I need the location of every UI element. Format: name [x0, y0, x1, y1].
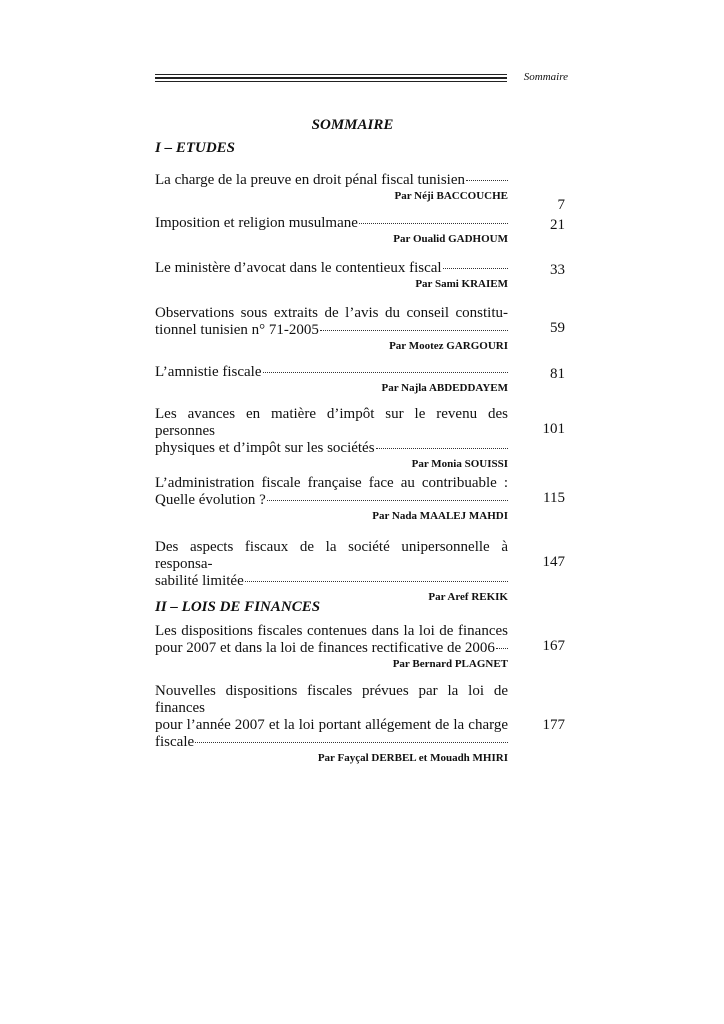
- dot-leader: [245, 581, 508, 582]
- toc-entry: [155, 475, 568, 523]
- page-number: 115: [543, 490, 565, 506]
- dot-leader: [267, 500, 508, 501]
- entry-title: Les dispositions fiscales contenues dans la loi de finances pour 2007 et dans la loi de finances rectificative de 2006: [155, 623, 508, 656]
- page-number: 167: [542, 638, 565, 654]
- dot-leader: [443, 268, 508, 269]
- page-number: 59: [550, 320, 565, 336]
- entry-title: L’amnistie fiscale: [155, 364, 508, 381]
- entry-title: L’administration fiscale française face au contribuable : Quelle évolution ?: [155, 475, 508, 508]
- entry-title: Le ministère d’avocat dans le contentieux fiscal: [155, 260, 508, 277]
- entry-title: Nouvelles dispositions fiscales prévues par la loi de finances pour l’année 2007 et la loi portant allégement de la charge fiscale: [155, 683, 508, 750]
- page-title: SOMMAIRE: [311, 117, 394, 133]
- entry-title: Observations sous extraits de l’avis du conseil constitu- tionnel tunisien n° 71-2005: [155, 305, 508, 338]
- entry-author: Par Aref REKIK: [428, 591, 508, 603]
- dot-leader: [496, 648, 508, 649]
- entry-author: Par Nada MAALEJ MAHDI: [372, 510, 508, 522]
- entry-title: La charge de la preuve en droit pénal fiscal tunisien: [155, 172, 508, 189]
- toc-entry: [155, 172, 568, 213]
- toc-entry: [155, 623, 568, 671]
- dot-leader: [466, 180, 508, 181]
- toc-entry: [155, 260, 568, 291]
- dot-leader: [320, 330, 508, 331]
- entry-author: Par Monia SOUISSI: [411, 458, 508, 470]
- toc-entry: [155, 364, 568, 395]
- toc-entry: [155, 539, 568, 604]
- entry-title: Des aspects fiscaux de la société unipersonnelle à responsa- sabilité limitée: [155, 539, 508, 589]
- page-number: 7: [557, 197, 565, 213]
- entry-title: Les avances en matière d’impôt sur le revenu des personnes physiques et d’impôt sur les sociétés: [155, 406, 508, 456]
- toc-entry: [155, 215, 568, 246]
- entry-author: Par Najla ABDEDDAYEM: [381, 382, 508, 394]
- dot-leader: [376, 448, 508, 449]
- toc-entry: [155, 406, 568, 471]
- section-heading: II – LOIS DE FINANCES: [155, 599, 321, 615]
- running-head: Sommaire: [523, 71, 568, 83]
- dot-leader: [263, 372, 509, 373]
- toc-entry: [155, 683, 568, 765]
- page-number: 147: [542, 554, 565, 570]
- entry-author: Par Bernard PLAGNET: [392, 658, 508, 670]
- header-rules: [155, 74, 507, 84]
- dot-leader: [195, 742, 508, 743]
- entry-author: Par Sami KRAIEM: [415, 278, 508, 290]
- entry-author: Par Fayçal DERBEL et Mouadh MHIRI: [317, 752, 508, 764]
- page-header: [155, 70, 568, 86]
- toc-entry: [155, 305, 568, 353]
- dot-leader: [359, 223, 508, 224]
- entry-title: Imposition et religion musulmane: [155, 215, 508, 232]
- entry-author: Par Néji BACCOUCHE: [394, 190, 508, 202]
- page-number: 177: [542, 717, 565, 733]
- page-number: 81: [550, 366, 565, 382]
- page-number: 33: [550, 262, 565, 278]
- page-number: 21: [550, 217, 565, 233]
- entry-author: Par Mootez GARGOURI: [389, 340, 508, 352]
- page-number: 101: [542, 421, 565, 437]
- entry-author: Par Oualid GADHOUM: [393, 233, 508, 245]
- section-heading: I – ETUDES: [155, 140, 236, 156]
